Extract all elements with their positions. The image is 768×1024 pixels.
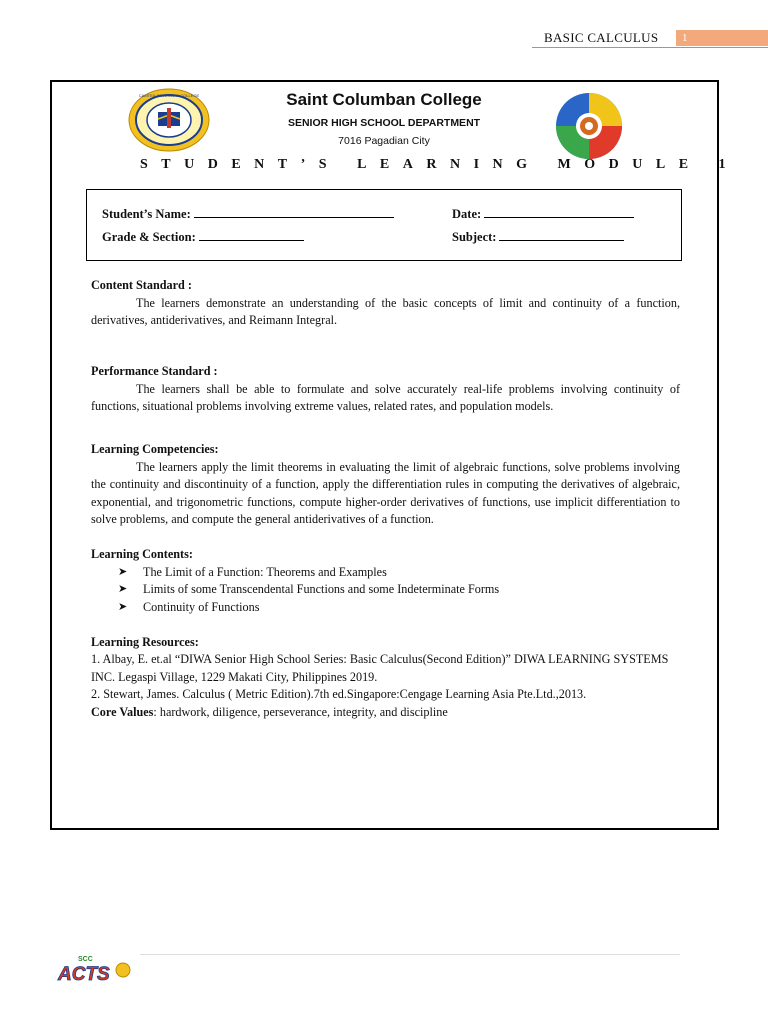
competencies-text: The learners apply the limit theorems in evaluating the limit of algebraic functions, solve problems involving the continuity and discontinuity of a function, apply the differentiation rules in computing the derivatives of algebraic, exponential, and trigonometric functions, compute higher-order derivatives of functions, use implicit differentiation to solve problems, and compute the general antiderivatives of a function. xyxy=(91,459,680,526)
header-subject: BASIC CALCULUS xyxy=(544,30,659,45)
core-values-label: Core Values xyxy=(91,704,154,719)
city-address: 7016 Pagadian City xyxy=(338,135,430,147)
arrow-bullet-icon: ➤ xyxy=(118,600,128,613)
core-values-text: : hardwork, diligence, perseverance, integrity, and discipline xyxy=(153,704,448,719)
resource-item: 2. Stewart, James. Calculus ( Metric Edition).7th ed.Singapore:Cengage Learning Asia Pte.Ltd.,2013. xyxy=(91,687,587,701)
module-content xyxy=(91,277,680,721)
acts-logo-sub: SCC xyxy=(78,956,93,963)
competencies-heading: Learning Competencies: xyxy=(91,442,219,456)
grade-section-label: Grade & Section: xyxy=(102,230,196,244)
acts-logo-text: ACTS xyxy=(58,964,110,985)
module-title: STUDENT’S LEARNING MODULE 1 xyxy=(140,157,740,172)
header-rule xyxy=(532,47,768,48)
subject-field[interactable] xyxy=(452,229,624,245)
list-item: ➤ Limits of some Transcendental Functions and some Indeterminate Forms xyxy=(118,581,680,599)
content-standard-text: The learners demonstrate an understanding of the basic concepts of limit and continuity of a function, derivatives, antiderivatives, and Reimann Integral. xyxy=(91,295,680,327)
core-values xyxy=(91,704,680,722)
content-standard-heading: Content Standard : xyxy=(91,278,192,292)
student-name-label: Student’s Name: xyxy=(102,207,191,221)
resource-item: 1. Albay, E. et.al “DIWA Senior High School Series: Basic Calculus(Second Edition)” DIWA LEARNING SYSTEMS INC. Legaspi Village, 1229 Makati City, Philippines 2019. xyxy=(91,652,669,684)
acts-logo xyxy=(56,950,136,990)
date-field[interactable] xyxy=(452,206,634,222)
footer-rule xyxy=(140,954,680,955)
performance-standard-heading: Performance Standard : xyxy=(91,364,218,378)
list-item: ➤ Continuity of Functions xyxy=(118,599,680,617)
student-name-field[interactable] xyxy=(102,206,394,222)
arrow-bullet-icon: ➤ xyxy=(118,583,128,595)
arrow-bullet-icon: ➤ xyxy=(118,565,128,578)
page-number-badge: 1 xyxy=(676,30,768,46)
student-info-box xyxy=(86,189,682,261)
contents-heading: Learning Contents: xyxy=(91,547,193,561)
seal-text: CAMTEX COLUMBAN COLLEGE xyxy=(138,93,200,98)
performance-standard-text: The learners shall be able to formulate and solve accurately real-life problems involving continuity of functions, situational problems involving extreme values, related rates, and population models. xyxy=(91,381,680,413)
subject-label: Subject: xyxy=(452,230,497,244)
department-name: SENIOR HIGH SCHOOL DEPARTMENT xyxy=(287,117,481,129)
grade-section-field[interactable] xyxy=(102,229,304,245)
date-label: Date: xyxy=(452,207,482,221)
resources-heading: Learning Resources: xyxy=(91,634,199,649)
contents-list xyxy=(91,564,680,617)
college-name: Saint Columban College xyxy=(286,90,482,109)
list-item: ➤ The Limit of a Function: Theorems and Examples xyxy=(118,564,680,582)
